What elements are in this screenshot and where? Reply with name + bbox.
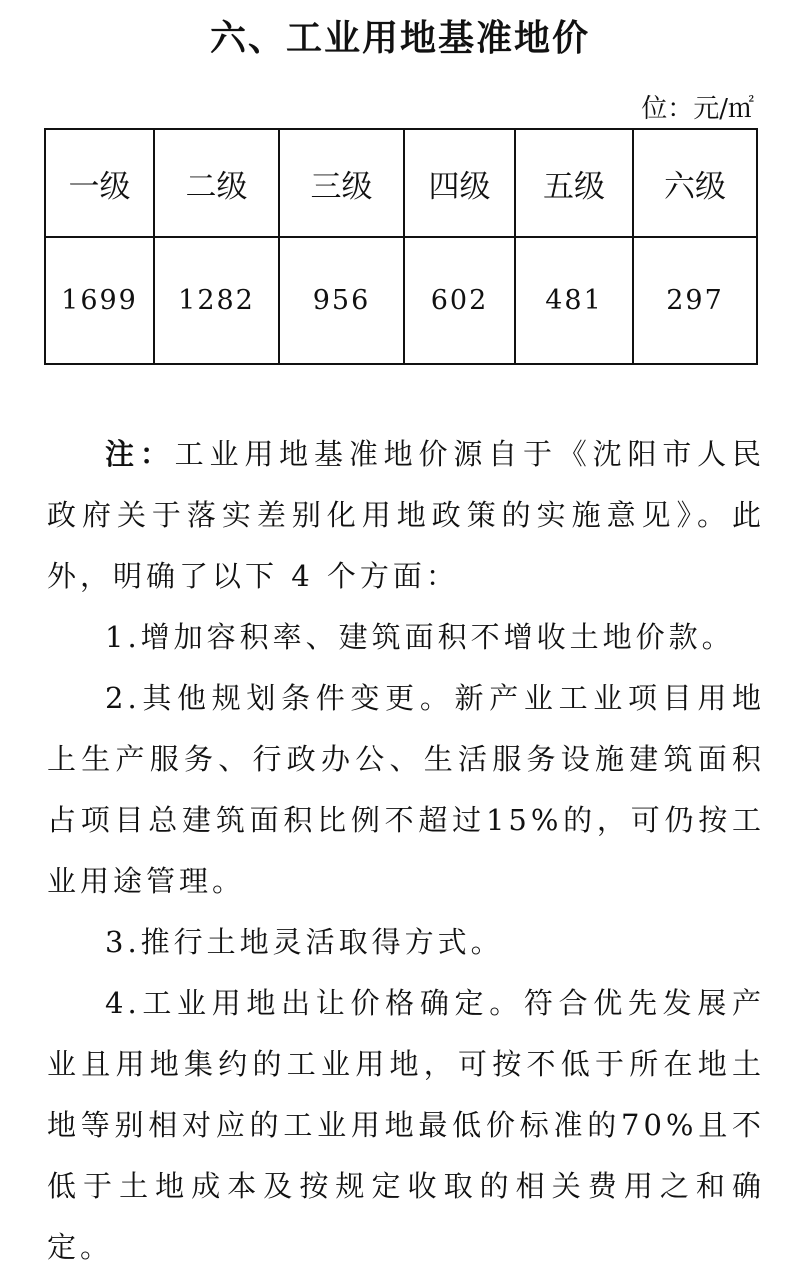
table-row [45,237,757,364]
header-cell-grade-4: 四级 [404,129,515,237]
header-cell-grade-6: 六级 [633,129,757,237]
value-cell-grade-5: 481 [515,237,633,364]
header-cell-grade-3: 三级 [279,129,404,237]
value-cell-grade-2: 1282 [154,237,279,364]
notes-section [47,424,765,1278]
header-cell-grade-2: 二级 [154,129,279,237]
value-cell-grade-1: 1699 [45,237,154,364]
notes-item-2: 2.其他规划条件变更。新产业工业项目用地上生产服务、行政办公、生活服务设施建筑面积占项目总建筑面积比例不超过15%的，可仍按工业用途管理。 [47,681,765,898]
value-cell-grade-6: 297 [633,237,757,364]
table-header-row [45,129,757,237]
value-cell-grade-4: 602 [404,237,515,364]
unit-label: 位：元/㎡ [641,94,754,124]
value-cell-grade-3: 956 [279,237,404,364]
land-price-table [44,128,758,365]
notes-intro-paragraph [47,424,765,607]
header-cell-grade-5: 五级 [515,129,633,237]
header-cell-grade-1: 一级 [45,129,154,237]
notes-item-1: 1.增加容积率、建筑面积不增收土地价款。 [105,620,735,654]
notes-label: 注： [105,437,175,471]
notes-item-4: 4.工业用地出让价格确定。符合优先发展产业且用地集约的工业用地，可按不低于所在地土地等别相对应的工业用地最低价标准的70%且不低于土地成本及按规定收取的相关费用之和确定。 [47,986,765,1264]
page-title: 六、工业用地基准地价 [209,18,590,59]
notes-intro-text: 工业用地基准地价源自于《沈阳市人民政府关于落实差别化用地政策的实施意见》。此外，明确了以下 4 个方面： [47,437,765,593]
notes-item-3: 3.推行土地灵活取得方式。 [105,925,504,959]
